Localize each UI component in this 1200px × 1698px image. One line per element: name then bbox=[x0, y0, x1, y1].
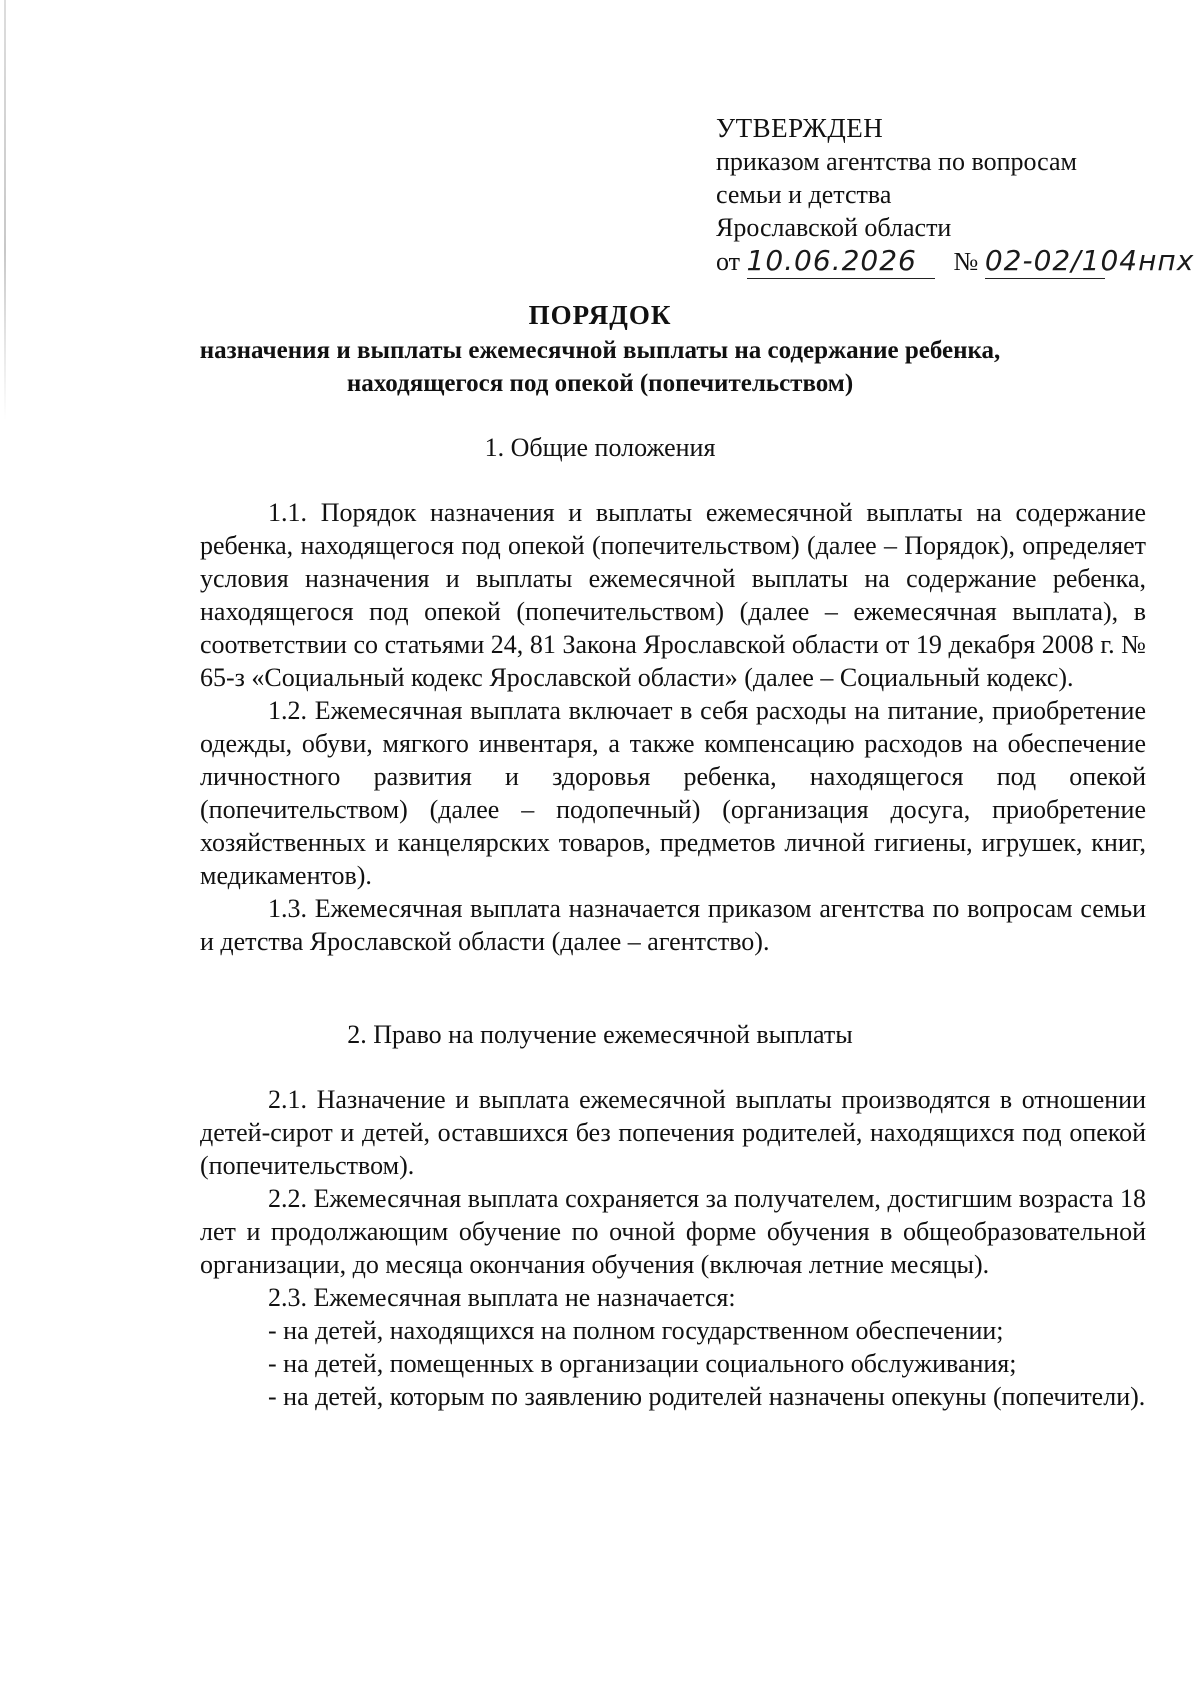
date-prefix: от bbox=[716, 247, 741, 276]
approval-block bbox=[716, 112, 1195, 280]
section-1-body bbox=[200, 496, 1146, 958]
paragraph-1-1: 1.1. Порядок назначения и выплаты ежемесячной выплаты на содержание ребенка, находящегося под опекой (попечительством) (далее – Порядок), определяет условия назначения и выплаты ежемесячной выплаты на содержание ребенка, находящегося под опекой (попечительством) (далее – ежемесячная выплата), в соответствии со статьями 24, 81 Закона Ярославской области от 19 декабря 2008 г. № 65-з «Социальный кодекс Ярославской области» (далее – Социальный кодекс). bbox=[200, 498, 1146, 692]
list-item: - на детей, помещенных в организации социального обслуживания; bbox=[268, 1349, 1017, 1378]
number-prefix: № bbox=[953, 247, 979, 276]
approval-line: семьи и детства bbox=[716, 180, 892, 209]
section-2-body bbox=[200, 1083, 1146, 1413]
handwritten-date: 10.06.2026 bbox=[746, 244, 917, 277]
paragraph-1-3: 1.3. Ежемесячная выплата назначается приказом агентства по вопросам семьи и детства Ярославской области (далее – агентство). bbox=[200, 894, 1146, 956]
approval-date-number-row bbox=[716, 244, 1195, 280]
section-heading-2: 2. Право на получение ежемесячной выплаты bbox=[347, 1020, 853, 1049]
paragraph-1-2: 1.2. Ежемесячная выплата включает в себя расходы на питание, приобретение одежды, обуви, мягкого инвентаря, а также компенсацию расходов на обеспечение личностного развития и здоровья ребенка, находящегося под опекой (попечительством) (далее – подопечный) (организация досуга, приобретение хозяйственных и канцелярских товаров, предметов личной гигиены, игрушек, книг, медикаментов). bbox=[200, 696, 1146, 890]
handwritten-number: 02-02/104нпх bbox=[984, 244, 1195, 277]
date-field bbox=[747, 244, 935, 279]
section-heading-1: 1. Общие положения bbox=[484, 433, 716, 462]
document-subtitle-line-1: назначения и выплаты ежемесячной выплаты на содержание ребенка, bbox=[199, 337, 1001, 364]
paragraph-2-3: 2.3. Ежемесячная выплата не назначается: bbox=[268, 1283, 736, 1312]
document-title: ПОРЯДОК bbox=[528, 300, 672, 330]
paragraph-2-1: 2.1. Назначение и выплата ежемесячной выплаты производятся в отношении детей-сирот и детей, оставшихся без попечения родителей, находящихся под опекой (попечительством). bbox=[200, 1085, 1146, 1180]
paragraph-2-2: 2.2. Ежемесячная выплата сохраняется за получателем, достигшим возраста 18 лет и продолжающим обучение по очной форме обучения в общеобразовательной организации, до месяца окончания обучения (включая летние месяцы). bbox=[200, 1184, 1146, 1279]
number-field bbox=[984, 244, 1195, 279]
approval-line: Ярославской области bbox=[716, 213, 952, 242]
approval-line: приказом агентства по вопросам bbox=[716, 147, 1077, 176]
document-subtitle-line-2: находящегося под опекой (попечительством) bbox=[346, 370, 854, 397]
list-item: - на детей, которым по заявлению родителей назначены опекуны (попечители). bbox=[268, 1382, 1146, 1411]
list-item: - на детей, находящихся на полном государственном обеспечении; bbox=[268, 1316, 1004, 1345]
approval-title: УТВЕРЖДЕН bbox=[716, 113, 884, 143]
